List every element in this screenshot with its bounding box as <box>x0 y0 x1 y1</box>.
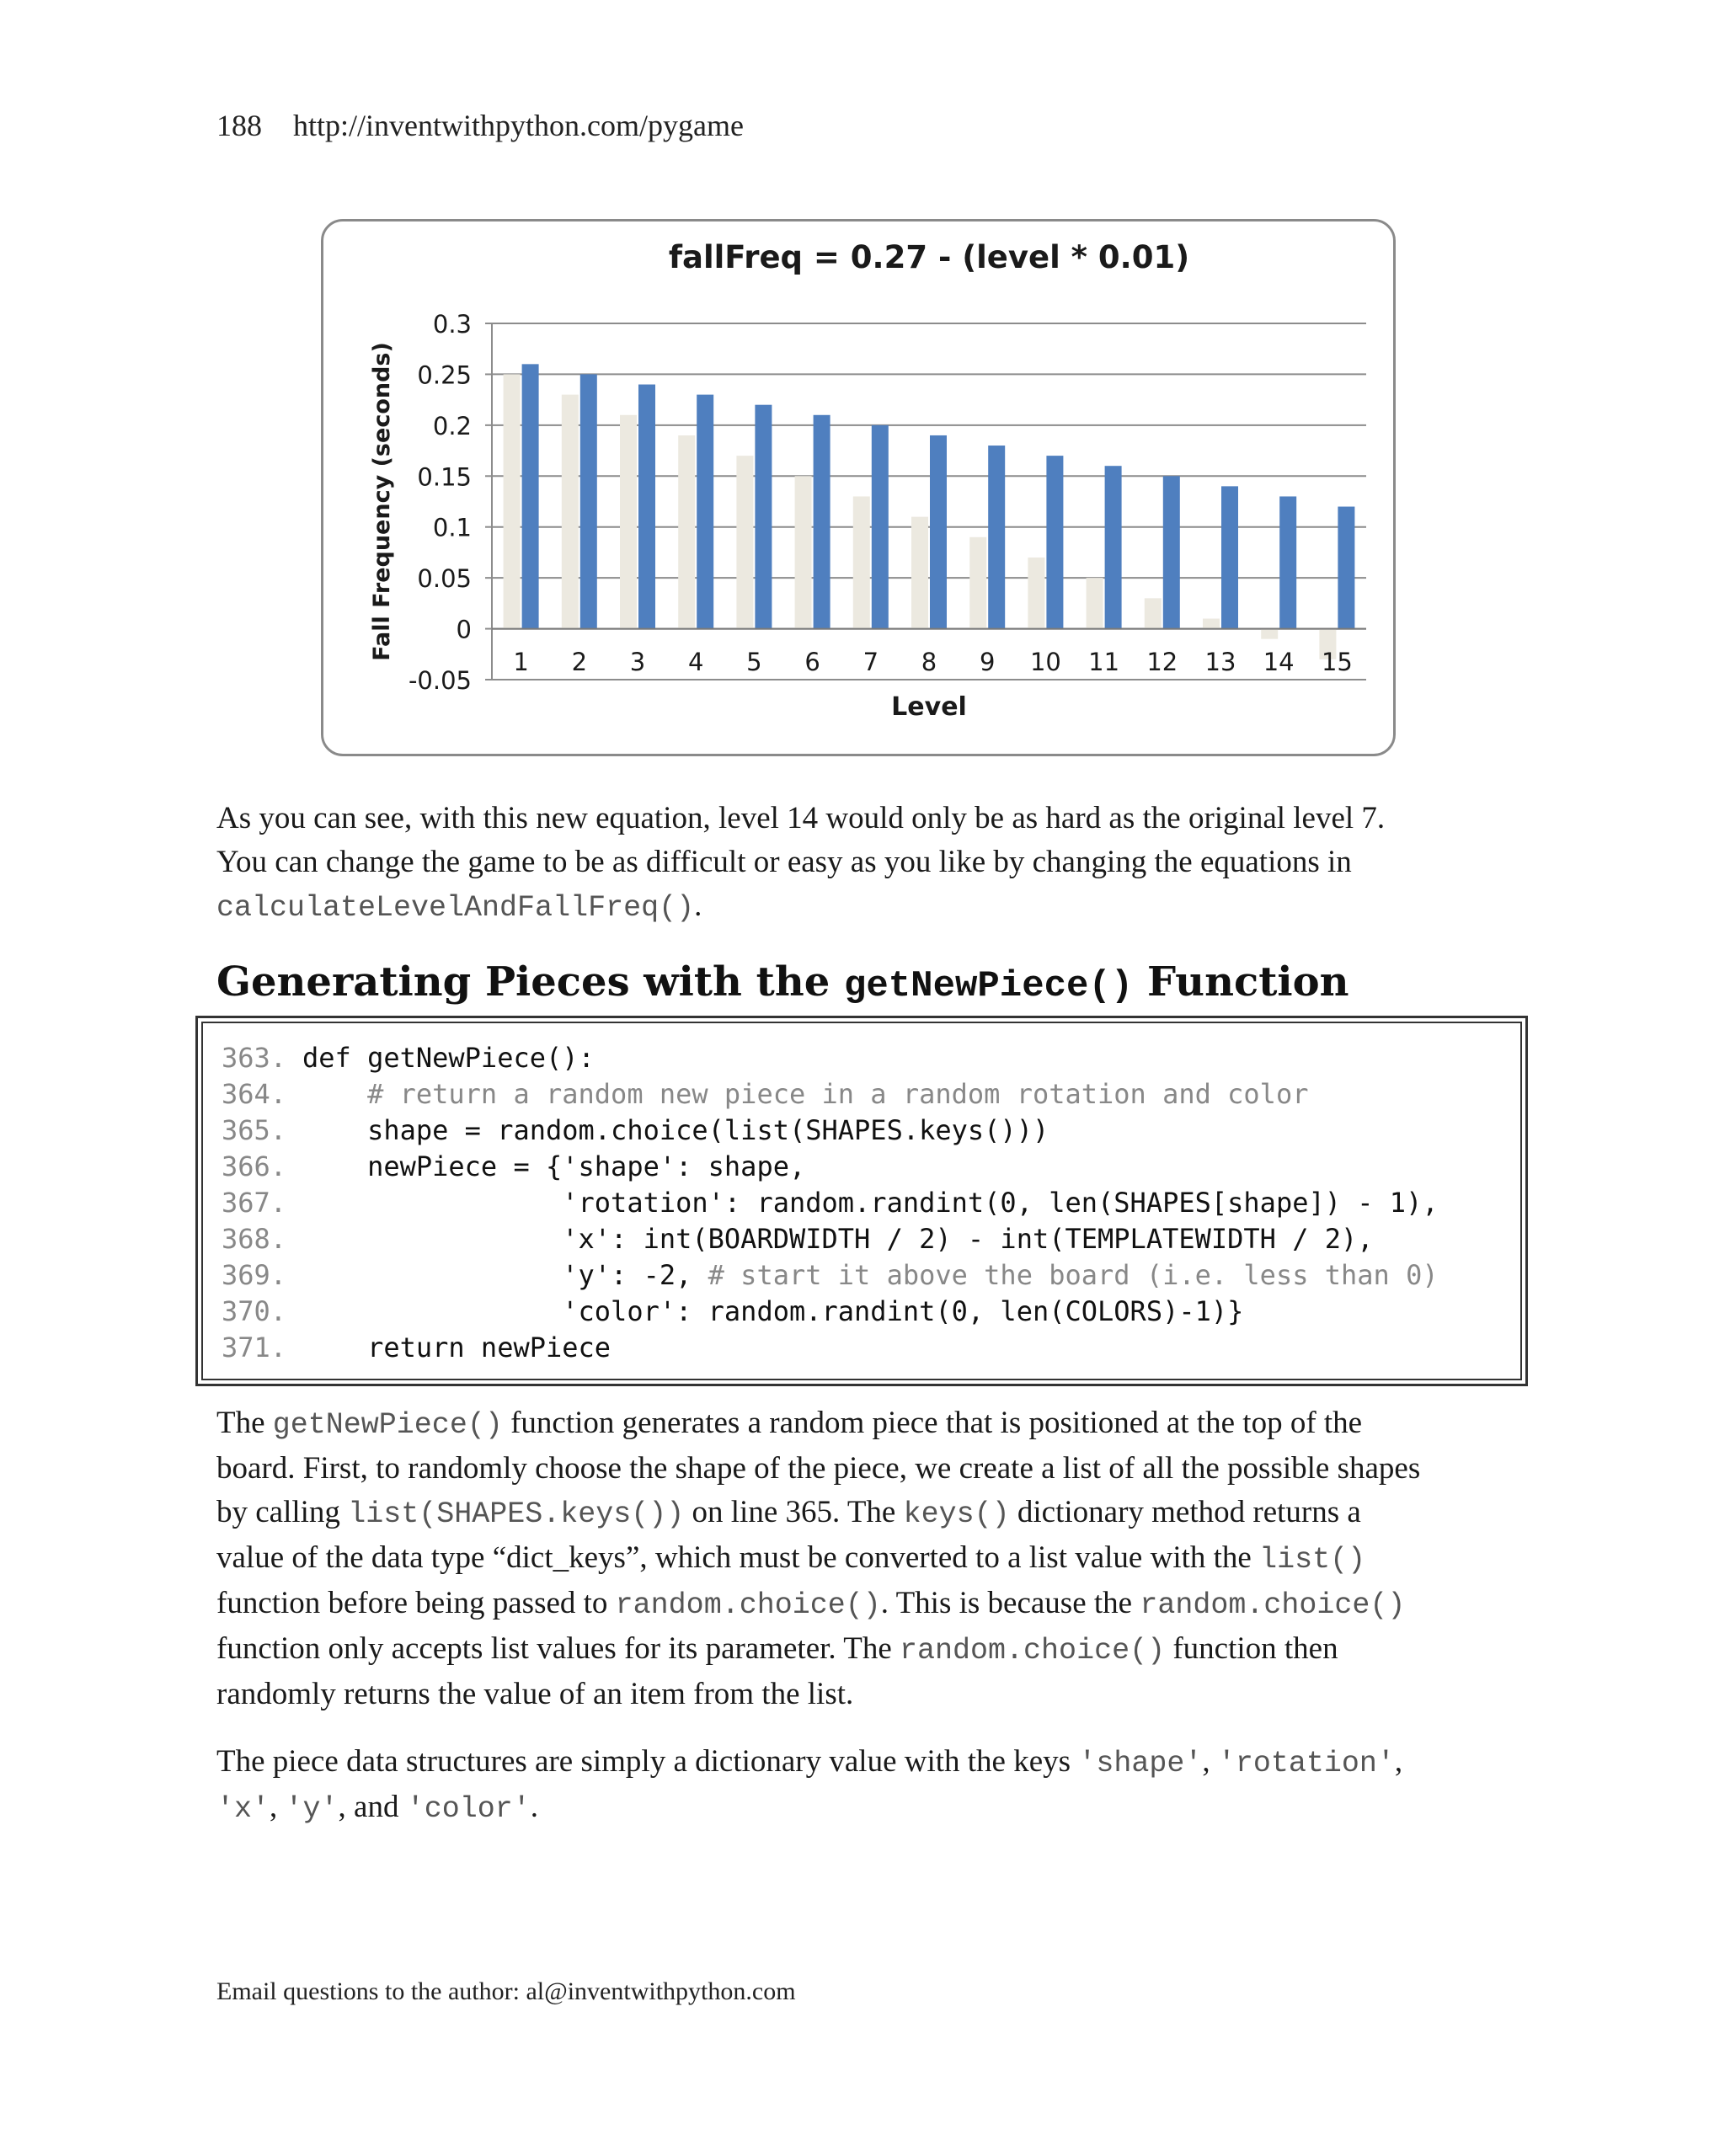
paragraph-piece-structure <box>216 1740 1514 1831</box>
para2-line6: function only accepts list values for its parameter. The random.choice() function then <box>216 1631 1338 1668</box>
heading-prefix: Generating Pieces with the <box>216 958 844 1006</box>
para2-line7: randomly returns the value of an item from the list. <box>216 1677 854 1711</box>
line-number: 369. <box>222 1259 287 1291</box>
para2-line4: value of the data type “dict_keys”, which must be converted to a list value with the list() <box>216 1540 1366 1577</box>
x-tick-label: 8 <box>921 648 937 676</box>
para1-line2: You can change the game to be as difficult or easy as you like by changing the equations in <box>216 845 1352 879</box>
bar <box>1087 578 1103 628</box>
paragraph-getnewpiece <box>216 1401 1514 1716</box>
bar <box>853 496 870 628</box>
code-text: 'rotation': random.randint(0, len(SHAPES[shape]) - 1), <box>302 1187 1439 1219</box>
bar <box>620 415 637 629</box>
x-tick-label: 6 <box>804 648 820 676</box>
x-tick-label: 9 <box>979 648 996 676</box>
line-number: 371. <box>222 1331 287 1364</box>
code-text: 'y': -2, <box>302 1259 708 1291</box>
line-number: 363. <box>222 1042 287 1074</box>
y-tick-label: 0.25 <box>417 360 472 390</box>
code-key-x: 'x' <box>216 1792 270 1826</box>
bar <box>504 374 521 628</box>
line-number: 365. <box>222 1114 287 1146</box>
para1-end: . <box>694 889 702 923</box>
code-calculate-level: calculateLevelAndFallFreq() <box>216 891 695 925</box>
code-line <box>222 1040 1520 1076</box>
section-heading <box>216 958 1349 1007</box>
y-tick-label: 0.1 <box>432 513 472 542</box>
code-key-color: 'color' <box>406 1792 531 1826</box>
bar <box>1279 496 1296 628</box>
bar <box>930 435 947 629</box>
y-tick-label: 0.3 <box>432 310 472 339</box>
code-getnewpiece: getNewPiece() <box>272 1408 503 1442</box>
code-comment: # return a random new piece in a random rotation and color <box>367 1078 1309 1110</box>
bar <box>1046 456 1063 628</box>
page-number: 188 <box>216 109 262 142</box>
line-number: 370. <box>222 1295 287 1327</box>
bar <box>872 425 889 629</box>
bar <box>795 476 812 628</box>
line-number: 364. <box>222 1078 287 1110</box>
line-number: 366. <box>222 1150 287 1182</box>
code-random-choice-1: random.choice() <box>615 1588 881 1622</box>
chart-svg <box>323 221 1398 759</box>
page-footer: Email questions to the author: al@inventwithpython.com <box>216 1977 796 2005</box>
x-tick-label: 4 <box>687 648 704 676</box>
y-axis-title: Fall Frequency (seconds) <box>369 342 395 661</box>
x-tick-label: 12 <box>1146 648 1178 676</box>
code-line <box>222 1257 1520 1294</box>
code-text: def getNewPiece(): <box>302 1042 595 1074</box>
code-random-choice-3: random.choice() <box>900 1634 1166 1668</box>
code-line <box>222 1149 1520 1185</box>
x-tick-label: 5 <box>746 648 762 676</box>
bar <box>736 456 753 628</box>
paragraph-equation-note <box>216 797 1514 930</box>
heading-code: getNewPiece() <box>843 965 1134 1007</box>
bar <box>1203 618 1220 628</box>
x-tick-label: 2 <box>571 648 588 676</box>
code-text: return newPiece <box>302 1331 611 1364</box>
y-tick-label: 0.15 <box>417 462 472 492</box>
para1-line1: As you can see, with this new equation, level 14 would only be as hard as the original level 7. <box>216 801 1386 835</box>
code-list-shapes-keys: list(SHAPES.keys()) <box>348 1497 685 1531</box>
para3-line2: 'x', 'y', and 'color'. <box>216 1790 538 1826</box>
x-tick-label: 7 <box>862 648 879 676</box>
line-number: 367. <box>222 1187 287 1219</box>
code-line <box>222 1221 1520 1257</box>
bar <box>697 395 713 629</box>
bar <box>1105 466 1122 628</box>
para2-line2: board. First, to randomly choose the shape of the piece, we create a list of all the possible shapes <box>216 1451 1421 1486</box>
bar <box>1261 629 1278 639</box>
code-key-y: 'y' <box>285 1792 339 1826</box>
x-axis-title: Level <box>891 692 967 722</box>
code-listing <box>195 1016 1528 1386</box>
bar <box>562 395 579 629</box>
bar <box>911 517 928 629</box>
code-random-choice-2: random.choice() <box>1140 1588 1406 1622</box>
code-text: 'color': random.randint(0, len(COLORS)-1)} <box>302 1295 1244 1327</box>
code-line <box>222 1294 1520 1330</box>
bar <box>755 405 772 629</box>
para2-line5: function before being passed to random.choice(). This is because the random.choice() <box>216 1586 1406 1622</box>
chart-title: fallFreq = 0.27 - (level * 0.01) <box>668 239 1190 275</box>
x-tick-label: 15 <box>1321 648 1353 676</box>
code-keys: keys() <box>903 1497 1010 1531</box>
para1-line3 <box>216 884 1514 930</box>
code-key-rotation: 'rotation' <box>1217 1747 1395 1780</box>
code-line <box>222 1185 1520 1221</box>
x-tick-label: 3 <box>629 648 646 676</box>
fall-frequency-chart <box>321 219 1396 756</box>
y-tick-label: 0 <box>456 615 472 644</box>
code-line <box>222 1330 1520 1366</box>
y-tick-label: 0.2 <box>432 411 472 440</box>
page-header <box>216 108 744 143</box>
code-text: newPiece = {'shape': shape, <box>302 1150 806 1182</box>
code-line <box>222 1113 1520 1149</box>
code-key-shape: 'shape' <box>1078 1747 1203 1780</box>
bar <box>1221 486 1238 628</box>
para2-line3: by calling list(SHAPES.keys()) on line 365. The keys() dictionary method returns a <box>216 1495 1361 1531</box>
bar <box>1163 476 1180 628</box>
bar <box>969 537 986 629</box>
code-text: 'x': int(BOARDWIDTH / 2) - int(TEMPLATEWIDTH / 2), <box>302 1223 1374 1255</box>
y-tick-label: -0.05 <box>408 666 472 695</box>
code-text <box>302 1078 367 1110</box>
header-url: http://inventwithpython.com/pygame <box>293 109 744 142</box>
x-tick-label: 13 <box>1204 648 1236 676</box>
code-list: list() <box>1259 1543 1366 1577</box>
bar <box>1338 507 1354 629</box>
code-listing-inner <box>201 1022 1522 1380</box>
x-tick-label: 11 <box>1088 648 1120 676</box>
para3-line1: The piece data structures are simply a dictionary value with the keys 'shape', 'rotation', <box>216 1744 1403 1780</box>
x-tick-label: 14 <box>1263 648 1295 676</box>
bar <box>1028 558 1044 629</box>
bar <box>988 446 1005 629</box>
code-line <box>222 1076 1520 1113</box>
bar <box>638 385 655 629</box>
bar <box>678 435 695 629</box>
x-tick-label: 1 <box>513 648 529 676</box>
heading-suffix: Function <box>1133 958 1349 1006</box>
bar <box>580 374 597 628</box>
y-tick-label: 0.05 <box>417 564 472 594</box>
x-tick-label: 10 <box>1029 648 1061 676</box>
bar <box>814 415 830 629</box>
bar <box>522 364 539 628</box>
code-comment: # start it above the board (i.e. less than 0) <box>708 1259 1439 1291</box>
bar <box>1145 598 1162 628</box>
code-text: shape = random.choice(list(SHAPES.keys())) <box>302 1114 1049 1146</box>
para2-line1: The getNewPiece() function generates a random piece that is positioned at the top of the <box>216 1406 1363 1442</box>
line-number: 368. <box>222 1223 287 1255</box>
